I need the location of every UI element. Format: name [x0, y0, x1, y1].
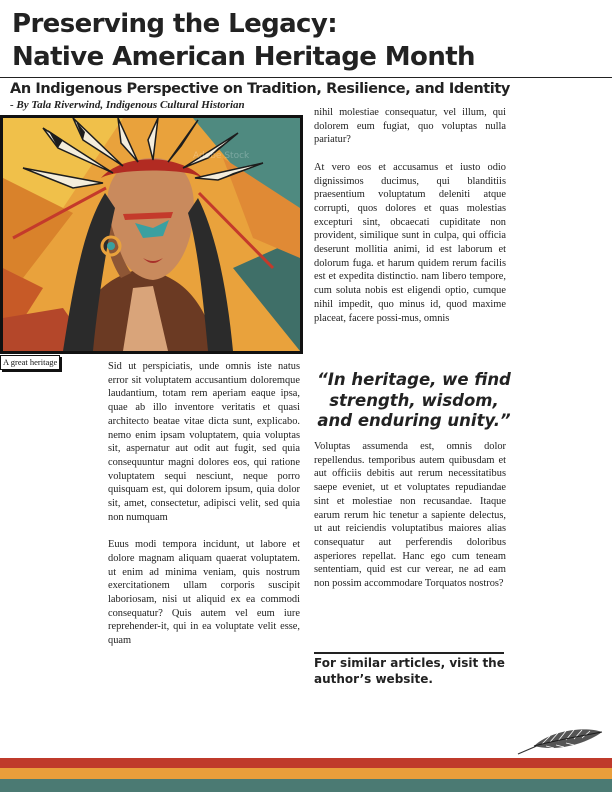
- footer-stripe-orange: [0, 768, 612, 779]
- body-paragraph: At vero eos et accusamus et iusto odio dignissimos ducimus, qui blanditiis praesentium voluptatum deleniti atque corrupti, quos dolores et quas molestias excepturi sint, obcaecati cupiditate non provident, similique sunt in culpa, qui officia deserunt mollitia animi, id est laborum et dolorum fuga. et harum quidem rerum facilis est et expedita distinctio. nam libero tempore, cum soluta nobis est eligendi optio, cumque nihil impedit, quo minus id, quod maxime placeat, facere possi-mus, omnis: [314, 161, 506, 324]
- title-line-2: Native American Heritage Month: [12, 42, 475, 72]
- page-title: [12, 8, 602, 74]
- article-column-2-top: [314, 106, 506, 339]
- body-paragraph: Euus modi tempora incidunt, ut labore et dolore magnam aliquam quaerat voluptatem. ut enim ad minima veniam, quis nostrum exercitationem ullam corporis suscipit laboriosam, nisi ut aliquid ex ea commodi consequatur? Quis autem vel eum iure reprehender-it, qui in ea voluptate velit esse, quam: [108, 539, 300, 647]
- hero-illustration: [0, 115, 303, 354]
- svg-text:Adobe Stock: Adobe Stock: [193, 151, 250, 161]
- image-caption: A great heritage: [0, 355, 60, 370]
- native-portrait-illustration: [3, 118, 300, 351]
- body-paragraph: Sid ut perspiciatis, unde omnis iste natus error sit voluptatem accusantium doloremque laudantium, totam rem aperiam eaque ipsa, quae ab illo inventore veritatis et quasi architecto beatae vitae dicta sunt, explicabo. nemo enim ipsam voluptatem, quia voluptas sit, aspernatur aut odit aut fugit, sed quia consequuntur magni dolores eos, qui ratione voluptatem sequi nesciunt, neque porro quisquam est, qui dolorem ipsum, quia dolor sit, amet, consectetur, adipisci velit, sed quia non numquam: [108, 361, 300, 523]
- header-divider: [0, 77, 612, 78]
- body-paragraph: Voluptas assumenda est, omnis dolor repellendus. temporibus autem quibusdam et aut officiis debitis aut rerum necessitatibus saepe eveniet, ut et voluptates repudiandae sint et molestiae non recusandae. Itaque earum rerum hic tenetur a sapiente delectus, ut aut reiciendis voluptatibus maiores alias consequatur aut perferendis doloribus asperiores repellat. Hanc ego cum teneam sententiam, quid est cur verear, ne ad eam non possim accommodare Torquatos nostros?: [314, 441, 506, 590]
- author-website-link[interactable]: For similar articles, visit the author’s website.: [314, 656, 505, 686]
- byline: - By Tala Riverwind, Indigenous Cultural Historian: [10, 99, 245, 111]
- footer-stripe-red: [0, 758, 612, 768]
- cta-divider: [314, 652, 504, 654]
- article-column-1: [108, 360, 300, 661]
- article-column-2-bottom: [314, 440, 506, 604]
- title-line-1: Preserving the Legacy:: [12, 9, 338, 39]
- footer-stripe-teal: [0, 779, 612, 792]
- pull-quote: “In heritage, we find strength, wisdom, and enduring unity.”: [317, 370, 511, 430]
- body-paragraph: nihil molestiae consequatur, vel illum, qui dolorem eum fugiat, quo voluptas nulla pariatur?: [314, 107, 506, 146]
- feather-icon: [516, 728, 604, 756]
- subtitle: An Indigenous Perspective on Tradition, Resilience, and Identity: [10, 81, 510, 97]
